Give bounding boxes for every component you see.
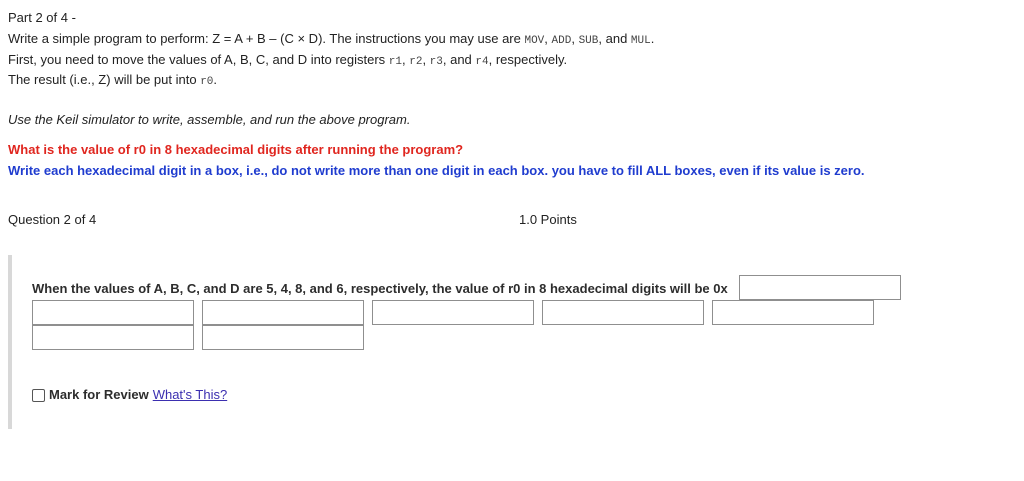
whats-this-link[interactable]: What's This? [152, 387, 228, 402]
instruction-text: The result (i.e., Z) will be put into [8, 72, 201, 87]
code-mov: MOV [524, 35, 545, 47]
keil-note: Use the Keil simulator to write, assemble, and run the above program. [8, 112, 411, 127]
separator: , [571, 31, 579, 46]
code-r2: r2 [409, 56, 423, 68]
mark-for-review-checkbox[interactable] [32, 389, 45, 402]
code-r4: r4 [475, 56, 489, 68]
question-instruction: Write each hexadecimal digit in a box, i.e., do not write more than one digit in each box. you have to fill ALL boxes, even if its value is zero. [8, 163, 865, 178]
instruction-text: Write a simple program to perform: Z = A + B – (C × D). The instructions you may use are [8, 31, 525, 46]
hex-digit-input-3[interactable] [202, 300, 364, 325]
hex-digit-input-2[interactable] [32, 300, 194, 325]
instruction-line-2 [8, 52, 567, 70]
separator: , [402, 52, 410, 67]
separator: , and [442, 52, 476, 67]
code-r1: r1 [388, 56, 402, 68]
line-end: . [650, 31, 655, 46]
part-title: Part 2 of 4 - [8, 10, 76, 25]
code-add: ADD [551, 35, 572, 47]
code-mul: MUL [630, 35, 651, 47]
question-panel-bar [8, 255, 12, 429]
line-end: , respectively. [488, 52, 568, 67]
separator: , and [598, 31, 631, 46]
instruction-line-3 [8, 72, 217, 90]
hex-digit-input-7[interactable] [32, 325, 194, 350]
hex-digit-input-6[interactable] [712, 300, 874, 325]
separator: , [422, 52, 430, 67]
question-number: Question 2 of 4 [8, 212, 97, 227]
hex-digit-input-4[interactable] [372, 300, 534, 325]
hex-digit-input-5[interactable] [542, 300, 704, 325]
hex-digit-input-1[interactable] [739, 275, 901, 300]
code-r0: r0 [200, 76, 214, 88]
code-r3: r3 [429, 56, 443, 68]
hex-digit-input-8[interactable] [202, 325, 364, 350]
separator: , [544, 31, 552, 46]
mark-for-review-row [32, 387, 227, 403]
code-sub: SUB [578, 35, 599, 47]
instruction-text: First, you need to move the values of A, B, C, and D into registers [8, 52, 389, 67]
line-end: . [213, 72, 218, 87]
mark-for-review-label[interactable]: Mark for Review [49, 387, 149, 402]
question-heading: What is the value of r0 in 8 hexadecimal digits after running the program? [8, 142, 464, 157]
instruction-line-1 [8, 31, 654, 49]
question-prompt: When the values of A, B, C, and D are 5, 4, 8, and 6, respectively, the value of r0 in 8 hexadecimal digits will be 0x [32, 281, 728, 296]
question-points: 1.0 Points [519, 212, 577, 227]
